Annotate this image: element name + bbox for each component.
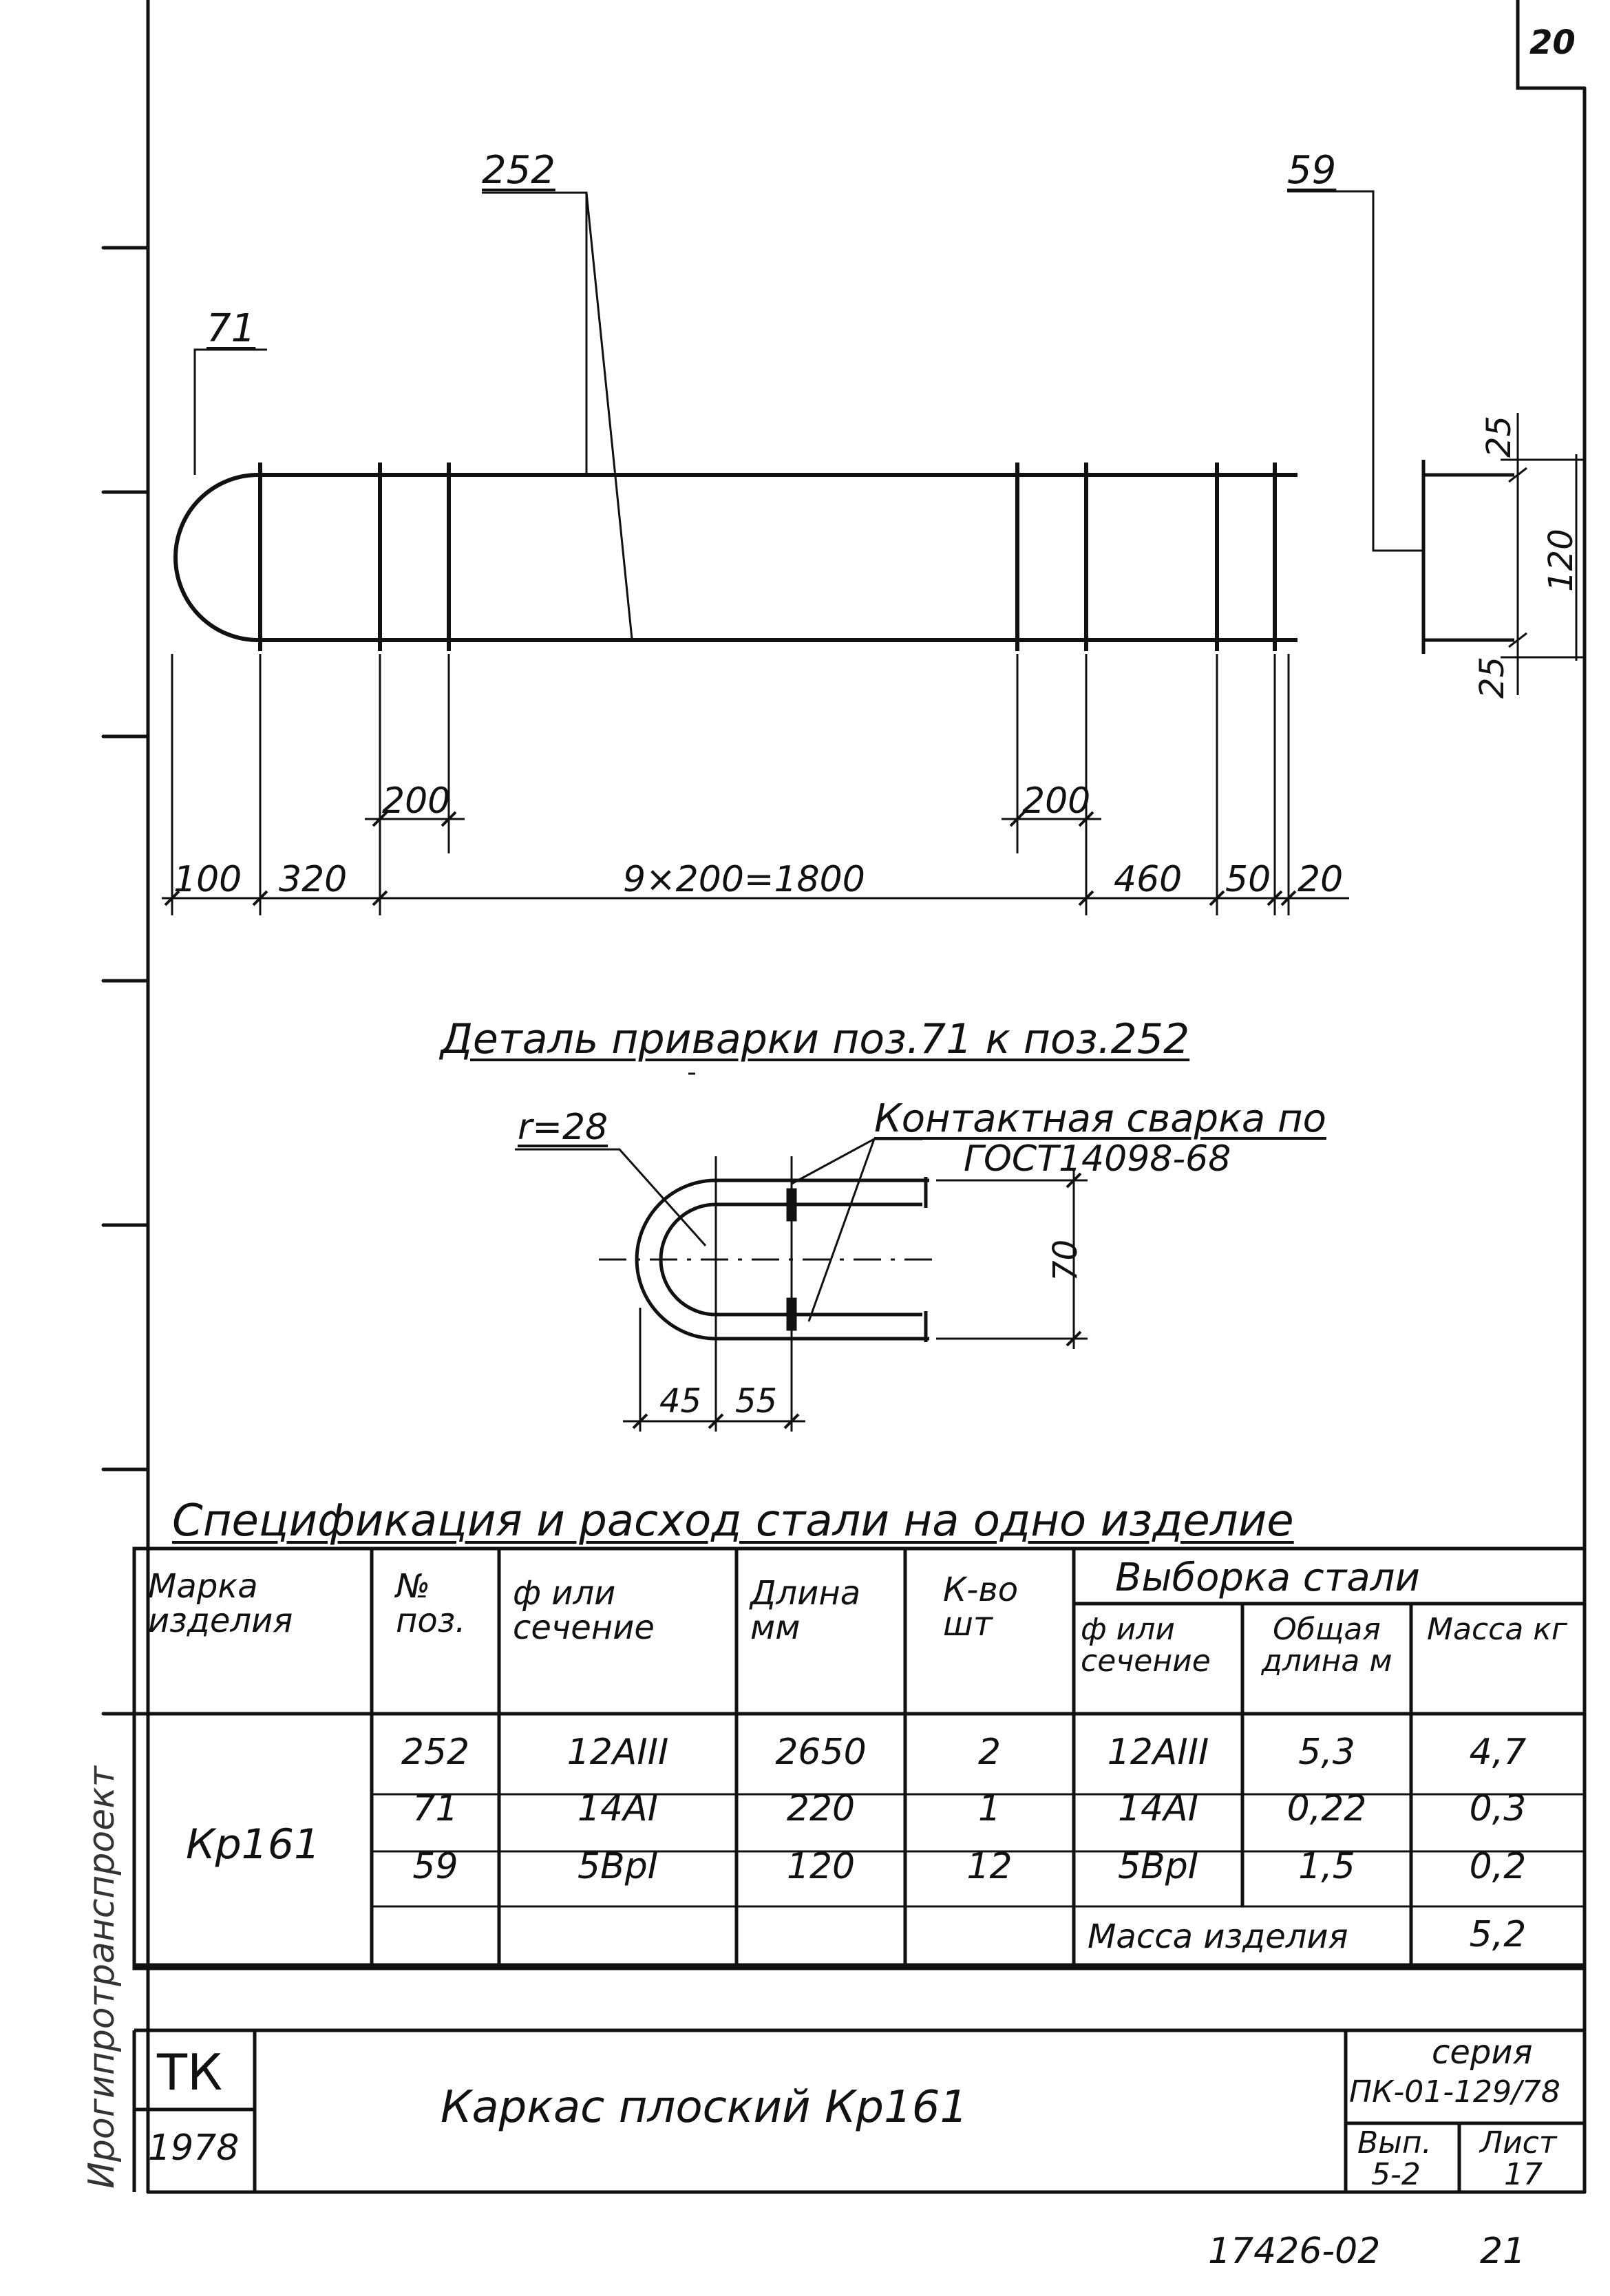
row-2-total-length: 0,22 <box>1286 1788 1367 1829</box>
dim-20: 20 <box>1297 859 1344 900</box>
row-1-total-length: 5,3 <box>1298 1732 1355 1773</box>
dim-pitch: 9×200=1800 <box>623 859 865 900</box>
frame-elevation <box>176 463 1297 651</box>
sheet-label: Лист <box>1480 2125 1557 2160</box>
row-3-pos: 59 <box>412 1846 458 1887</box>
dim-200-left: 200 <box>382 780 451 822</box>
dim-70: 70 <box>1046 1239 1085 1282</box>
product-mass-label: Масса изделия <box>1088 1917 1348 1956</box>
row-3-length: 120 <box>786 1846 856 1887</box>
position-label-252: 252 <box>482 148 555 193</box>
header-qty: К-во шт <box>943 1571 1019 1644</box>
weld-detail <box>637 1177 929 1342</box>
dim-200-right: 200 <box>1022 780 1091 822</box>
org-code: ТК <box>157 2043 223 2101</box>
dim-100: 100 <box>173 859 242 900</box>
year: 1978 <box>148 2127 240 2169</box>
header-mark: Марка изделия <box>148 1567 293 1641</box>
dim-460: 460 <box>1114 859 1183 900</box>
dim-25-top: 25 <box>1480 415 1518 458</box>
header-length: Длина мм <box>750 1574 861 1648</box>
row-3-section: 5BpI <box>577 1846 659 1887</box>
row-1-mass: 4,7 <box>1469 1732 1527 1773</box>
detail-radius: r=28 <box>518 1107 608 1148</box>
header-selection: Выборка стали <box>1115 1555 1420 1600</box>
row-3-mass: 0,2 <box>1469 1846 1527 1887</box>
drawing-name: Каркас плоский Кр161 <box>441 2082 968 2133</box>
issue-value: 5-2 <box>1371 2157 1421 2192</box>
bent-bar-71 <box>176 475 258 640</box>
page-number: 20 <box>1529 23 1576 62</box>
margin-org-text: Ирогипротранспроект <box>81 1766 123 2189</box>
weld-note-line-1: Контактная сварка по <box>874 1096 1326 1141</box>
issue-label: Вып. <box>1357 2125 1432 2160</box>
series-value: ПК-01-129/78 <box>1349 2074 1560 2109</box>
detail-title: Деталь приварки поз.71 к поз.252 <box>441 1015 1190 1063</box>
dim-120: 120 <box>1542 529 1580 592</box>
header-pos: № поз. <box>396 1567 466 1641</box>
row-1-pos: 252 <box>401 1732 470 1773</box>
spec-title: Спецификация и расход стали на одно изделие <box>172 1496 1294 1546</box>
weld-note-line-2: ГОСТ14098-68 <box>964 1138 1231 1180</box>
series-label: серия <box>1432 2033 1533 2072</box>
product-mass-value: 5,2 <box>1469 1914 1527 1955</box>
bottom-page: 21 <box>1480 2231 1526 2272</box>
dim-25-bottom: 25 <box>1473 656 1512 699</box>
row-3-qty: 12 <box>966 1846 1013 1887</box>
row-3-total-length: 1,5 <box>1298 1846 1355 1887</box>
header-sel-section: ф или сечение <box>1081 1612 1211 1679</box>
row-1-qty: 2 <box>977 1732 1002 1773</box>
dim-55: 55 <box>735 1382 778 1421</box>
header-sel-total-length: Общая длина м <box>1261 1612 1392 1679</box>
position-label-59: 59 <box>1287 148 1337 193</box>
row-1-length: 2650 <box>775 1732 867 1773</box>
header-sel-mass: Масса кг <box>1427 1612 1567 1647</box>
row-2-pos: 71 <box>412 1788 458 1829</box>
row-2-mass: 0,3 <box>1469 1788 1527 1829</box>
mark-value: Кр161 <box>186 1820 321 1869</box>
row-1-sel-section: 12AIII <box>1107 1732 1209 1773</box>
sheet-value: 17 <box>1504 2157 1543 2192</box>
bottom-code: 17426-02 <box>1208 2231 1381 2272</box>
row-1-section: 12AIII <box>566 1732 669 1773</box>
header-section: ф или сечение <box>513 1574 655 1648</box>
row-2-section: 14AI <box>577 1788 659 1829</box>
row-3-sel-section: 5BpI <box>1117 1846 1199 1887</box>
dim-50: 50 <box>1225 859 1271 900</box>
row-2-length: 220 <box>786 1788 856 1829</box>
position-label-71: 71 <box>206 306 256 351</box>
row-2-sel-section: 14AI <box>1117 1788 1199 1829</box>
dim-45: 45 <box>659 1382 702 1421</box>
row-2-qty: 1 <box>977 1788 1002 1829</box>
dim-320: 320 <box>279 859 348 900</box>
section-59 <box>1423 460 1514 654</box>
